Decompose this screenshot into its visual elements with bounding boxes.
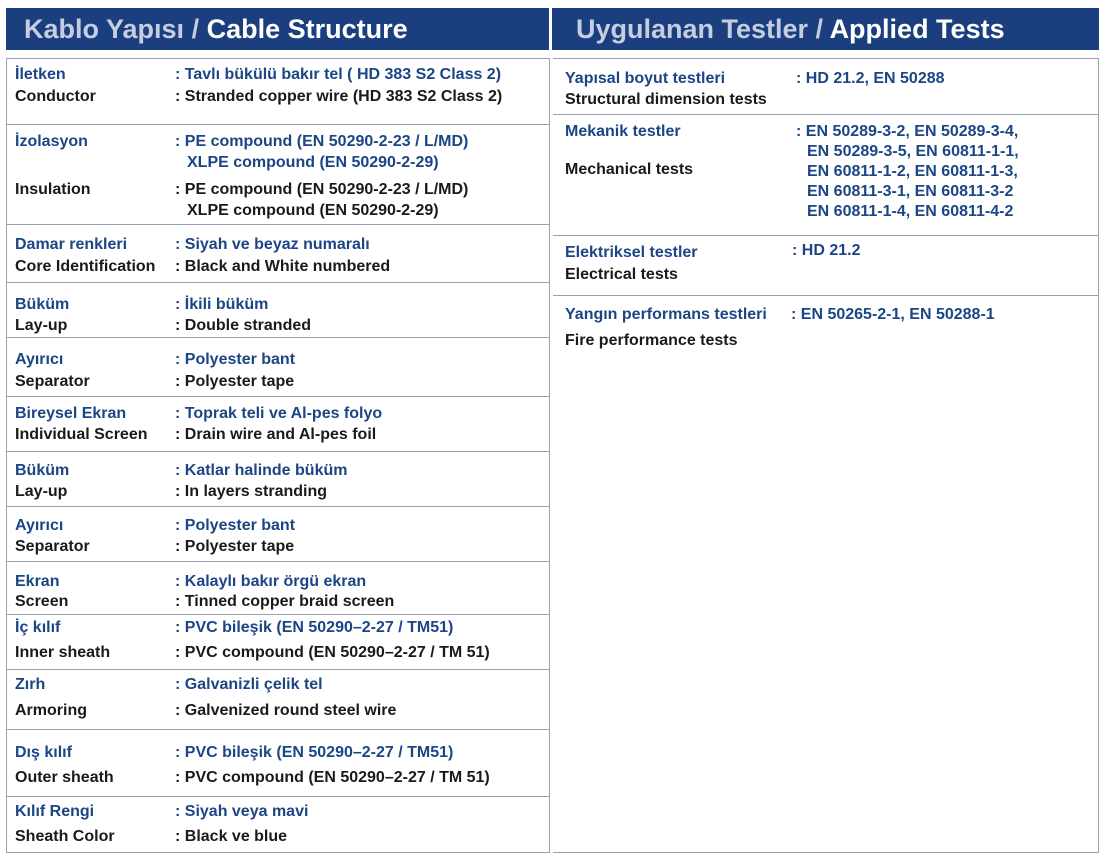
test-tr-label: Mekanik testler bbox=[565, 123, 681, 140]
structure-tr-label: İç kılıf bbox=[15, 619, 61, 636]
structure-tr-value: : Siyah veya mavi bbox=[175, 803, 309, 820]
structure-en-label: Inner sheath bbox=[15, 644, 111, 661]
test-row bbox=[553, 295, 1098, 854]
applied-tests-header bbox=[552, 8, 1099, 50]
structure-en-label: Armoring bbox=[15, 702, 87, 719]
test-standards-line: EN 60811-1-4, EN 60811-4-2 bbox=[807, 203, 1014, 220]
test-en-label: Mechanical tests bbox=[565, 161, 694, 178]
test-row bbox=[553, 59, 1098, 115]
structure-tr-value: : Polyester bant bbox=[175, 517, 296, 534]
structure-row bbox=[7, 224, 549, 283]
structure-tr-label: Bireysel Ekran bbox=[15, 405, 127, 422]
structure-en-value: : PE compound (EN 50290-2-23 / L/MD) bbox=[175, 181, 469, 198]
structure-row bbox=[7, 614, 549, 670]
structure-en-value: : Polyester tape bbox=[175, 538, 295, 555]
structure-tr-label: Ekran bbox=[15, 573, 60, 590]
structure-row bbox=[7, 669, 549, 730]
structure-row bbox=[7, 451, 549, 507]
test-en-label: Electrical tests bbox=[565, 266, 678, 283]
structure-tr-value: : Galvanizli çelik tel bbox=[175, 676, 323, 693]
structure-tr-value-2: XLPE compound (EN 50290-2-29) bbox=[187, 154, 439, 171]
structure-row bbox=[7, 729, 549, 797]
structure-tr-value: : Toprak teli ve Al-pes folyo bbox=[175, 405, 383, 422]
structure-tr-value: : Katlar halinde büküm bbox=[175, 462, 348, 479]
structure-en-value: : Double stranded bbox=[175, 317, 312, 334]
structure-tr-label: Büküm bbox=[15, 296, 70, 313]
structure-tr-label: Büküm bbox=[15, 462, 70, 479]
structure-tr-label: Kılıf Rengi bbox=[15, 803, 95, 820]
structure-en-value: : Black ve blue bbox=[175, 828, 288, 845]
structure-row bbox=[7, 506, 549, 562]
structure-en-label: Separator bbox=[15, 538, 90, 555]
structure-row bbox=[7, 396, 549, 452]
structure-row bbox=[7, 282, 549, 338]
structure-tr-label: Damar renkleri bbox=[15, 236, 128, 253]
structure-en-label: Outer sheath bbox=[15, 769, 114, 786]
structure-tr-label: İzolasyon bbox=[15, 133, 88, 150]
structure-en-value: : Drain wire and Al-pes foil bbox=[175, 426, 377, 443]
structure-row bbox=[7, 561, 549, 615]
structure-row bbox=[7, 337, 549, 397]
test-en-label: Fire performance tests bbox=[565, 332, 738, 349]
test-standards-line: : HD 21.2, EN 50288 bbox=[796, 70, 945, 87]
header-left-en: Cable Structure bbox=[206, 14, 408, 44]
test-row bbox=[553, 114, 1098, 236]
structure-en-value-2: XLPE compound (EN 50290-2-29) bbox=[187, 202, 439, 219]
structure-en-label: Lay-up bbox=[15, 317, 68, 334]
structure-tr-value: : Kalaylı bakır örgü ekran bbox=[175, 573, 367, 590]
structure-en-label: Separator bbox=[15, 373, 90, 390]
structure-en-value: : In layers stranding bbox=[175, 483, 328, 500]
structure-tr-label: İletken bbox=[15, 66, 66, 83]
structure-row bbox=[7, 59, 549, 125]
structure-en-label: Screen bbox=[15, 593, 69, 610]
structure-tr-value: : İkili büküm bbox=[175, 296, 269, 313]
test-standards-line: : EN 50289-3-2, EN 50289-3-4, bbox=[796, 123, 1019, 140]
structure-tr-value: : PE compound (EN 50290-2-23 / L/MD) bbox=[175, 133, 469, 150]
structure-en-label: Sheath Color bbox=[15, 828, 115, 845]
test-standards-line: EN 60811-1-2, EN 60811-1-3, bbox=[807, 163, 1018, 180]
test-row bbox=[553, 235, 1098, 296]
structure-en-value: : PVC compound (EN 50290–2-27 / TM 51) bbox=[175, 644, 490, 661]
structure-tr-value: : PVC bileşik (EN 50290–2-27 / TM51) bbox=[175, 744, 454, 761]
structure-en-label: Conductor bbox=[15, 88, 96, 105]
structure-tr-label: Zırh bbox=[15, 676, 46, 693]
structure-tr-label: Dış kılıf bbox=[15, 744, 72, 761]
structure-en-value: : PVC compound (EN 50290–2-27 / TM 51) bbox=[175, 769, 490, 786]
structure-tr-value: : PVC bileşik (EN 50290–2-27 / TM51) bbox=[175, 619, 454, 636]
test-standards-line: : EN 50265-2-1, EN 50288-1 bbox=[791, 306, 995, 323]
structure-en-value: : Tinned copper braid screen bbox=[175, 593, 395, 610]
test-en-label: Structural dimension tests bbox=[565, 91, 767, 108]
test-standards-line: : HD 21.2 bbox=[792, 242, 861, 259]
structure-en-label: Individual Screen bbox=[15, 426, 148, 443]
structure-en-value: : Galvenized round steel wire bbox=[175, 702, 397, 719]
applied-tests-panel bbox=[553, 58, 1099, 853]
structure-tr-value: : Siyah ve beyaz numaralı bbox=[175, 236, 370, 253]
structure-en-label: Insulation bbox=[15, 181, 91, 198]
structure-en-value: : Stranded copper wire (HD 383 S2 Class 2) bbox=[175, 88, 503, 105]
test-tr-label: Yangın performans testleri bbox=[565, 306, 767, 323]
structure-tr-value: : Polyester bant bbox=[175, 351, 296, 368]
structure-row bbox=[7, 124, 549, 225]
test-standards-line: EN 60811-3-1, EN 60811-3-2 bbox=[807, 183, 1014, 200]
structure-tr-label: Ayırıcı bbox=[15, 517, 64, 534]
cable-structure-header bbox=[6, 8, 549, 50]
test-standards-line: EN 50289-3-5, EN 60811-1-1, bbox=[807, 143, 1019, 160]
header-right-tr: Uygulanan Testler / bbox=[576, 14, 824, 44]
cable-structure-panel bbox=[6, 58, 550, 853]
test-tr-label: Elektriksel testler bbox=[565, 244, 698, 261]
structure-en-label: Core Identification bbox=[15, 258, 156, 275]
structure-tr-label: Ayırıcı bbox=[15, 351, 64, 368]
structure-en-value: : Black and White numbered bbox=[175, 258, 391, 275]
structure-row bbox=[7, 796, 549, 854]
header-right-en: Applied Tests bbox=[829, 14, 1005, 44]
structure-tr-value: : Tavlı bükülü bakır tel ( HD 383 S2 Class 2) bbox=[175, 66, 502, 83]
structure-en-label: Lay-up bbox=[15, 483, 68, 500]
header-left-tr: Kablo Yapısı / bbox=[24, 14, 200, 44]
test-tr-label: Yapısal boyut testleri bbox=[565, 70, 726, 87]
structure-en-value: : Polyester tape bbox=[175, 373, 295, 390]
